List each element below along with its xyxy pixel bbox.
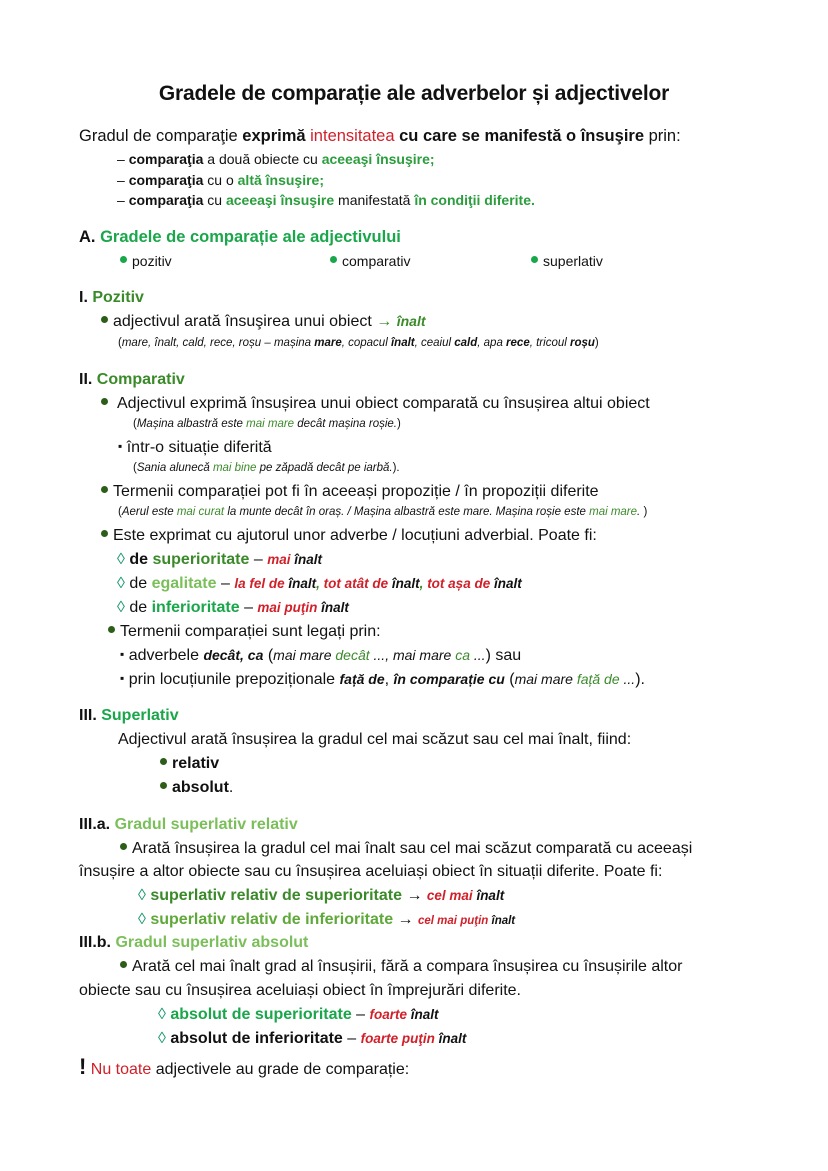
pozitiv-examples — [118, 337, 599, 349]
text: Aerul este — [121, 506, 177, 518]
paren: ( — [118, 506, 122, 518]
type-name: absolut de inferioritate — [170, 1030, 343, 1047]
text: ). — [635, 671, 645, 688]
square-bullet-icon: ▪ — [120, 671, 125, 685]
bold: decât, ca — [203, 647, 264, 663]
text: Termenii comparației pot fi în aceeași propoziție / în propoziții diferite — [113, 483, 599, 500]
comma: , — [419, 576, 428, 591]
example-red: mai puţin — [257, 600, 322, 615]
text: Sania alunecă — [136, 462, 213, 474]
section-prefix: III.b. — [79, 934, 116, 951]
example-black: înalt — [493, 576, 522, 591]
pozitiv-heading — [79, 289, 144, 307]
term: comparaţia — [128, 192, 204, 208]
intro-bold: cu care se manifestă o însuşire — [394, 127, 644, 145]
text: , copacul — [341, 337, 391, 349]
diamond-icon: ◊ — [158, 1030, 166, 1047]
dash: – — [117, 172, 129, 188]
absolut-type — [158, 1006, 439, 1024]
comparativ-example — [118, 506, 647, 518]
bullet-icon — [101, 486, 108, 493]
example-black: înalt — [476, 888, 505, 903]
bullet-icon — [120, 256, 127, 263]
section-prefix: III. — [79, 707, 102, 724]
superlativ-heading — [79, 707, 179, 725]
text: cu — [203, 192, 226, 208]
superlativ-kind — [160, 755, 219, 773]
text: mare, înalt, cald, rece, roșu – mașina — [121, 337, 315, 349]
section-title: Comparativ — [96, 371, 185, 388]
example-black: înalt — [288, 576, 317, 591]
highlight: mai bine — [212, 462, 257, 474]
text: Mașina albastră este — [136, 418, 247, 430]
example-black: înalt — [410, 1007, 439, 1022]
highlight: mai mare — [589, 506, 638, 518]
section-prefix: II. — [79, 371, 97, 388]
text: mai mare — [514, 671, 577, 687]
example-black: înalt — [491, 915, 516, 927]
type-name: egalitate — [151, 575, 217, 592]
paren: ) — [594, 337, 599, 349]
example-black: înalt — [391, 576, 420, 591]
bullet-icon — [101, 316, 108, 323]
example-word: înalt — [396, 313, 426, 329]
text: de — [129, 575, 152, 592]
absolut-type — [158, 1030, 466, 1048]
dash: – — [117, 192, 129, 208]
bullet-icon — [160, 758, 167, 765]
type-name: superlativ relativ de inferioritate — [150, 911, 394, 928]
type-name: superlativ relativ de superioritate — [150, 887, 403, 904]
dash: – — [351, 1006, 370, 1023]
comparativ-type-egalitate — [117, 575, 522, 593]
example-red: la fel de — [234, 576, 289, 591]
paren: ( — [133, 418, 137, 430]
text: Este exprimat cu ajutorul unor adverbe / locuțiuni adverbial. Poate fi: — [113, 527, 597, 544]
highlight: mai curat — [176, 506, 225, 518]
example-red: mai — [267, 552, 295, 567]
dash: – — [342, 1030, 361, 1047]
section-prefix: III.a. — [79, 816, 115, 833]
text: . — [637, 506, 644, 518]
text: adverbele — [128, 647, 204, 664]
arrow-icon: → — [402, 887, 427, 904]
term: comparaţia — [128, 151, 204, 167]
relativ-heading — [79, 816, 298, 834]
text: , — [384, 671, 394, 688]
intro-highlight: intensitatea — [310, 127, 395, 145]
comparativ-example — [133, 462, 400, 474]
section-title: Pozitiv — [92, 289, 144, 306]
section-title: Gradele de comparație ale adjectivului — [100, 228, 401, 246]
type-name: absolut de superioritate — [170, 1006, 352, 1023]
arrow-icon: → — [376, 313, 397, 330]
comparativ-type-superioritate — [117, 551, 322, 569]
text: adjectivul arată însuşirea unui obiect — [113, 313, 377, 330]
superlativ-line: Adjectivul arată însușirea la gradul cel mai scăzut sau cel mai înalt, fiind: — [118, 731, 632, 748]
highlight: mai mare — [246, 418, 295, 430]
page-title: Gradele de comparație ale adverbelor și adjectivelor — [158, 82, 670, 105]
example-red: tot așa de — [427, 576, 494, 591]
section-prefix: I. — [79, 289, 93, 306]
degree-label: comparativ — [342, 253, 411, 269]
period: . — [228, 779, 234, 796]
type-name: inferioritate — [151, 599, 240, 616]
superlativ-kind — [160, 779, 233, 797]
text: ... — [470, 647, 486, 663]
diamond-icon: ◊ — [117, 575, 125, 592]
example-red: foarte — [369, 1007, 411, 1022]
absolut-heading — [79, 934, 308, 952]
paren: ( — [118, 337, 122, 349]
paren: ( — [504, 671, 515, 688]
section-title: Superlativ — [101, 707, 179, 724]
text: Arată însușirea la gradul cel mai înalt sau cel mai scăzut comparată cu aceeași — [132, 840, 693, 857]
paren: ( — [133, 462, 137, 474]
note-highlight: Nu toate — [86, 1061, 152, 1078]
diamond-icon: ◊ — [138, 911, 146, 928]
text: într-o situație diferită — [126, 439, 272, 456]
comparativ-link-adverbs — [120, 647, 521, 665]
absolut-line — [120, 958, 682, 976]
bullet-icon — [108, 626, 115, 633]
note-line — [79, 1054, 409, 1080]
paren: ). — [392, 462, 400, 474]
relativ-type — [138, 887, 504, 905]
comparativ-bullet — [101, 527, 597, 545]
text: , apa — [477, 337, 507, 349]
text: ) sau — [485, 647, 522, 664]
note-text: adjectivele au grade de comparație: — [151, 1061, 410, 1078]
kind-label: absolut — [172, 779, 229, 796]
degree-label: pozitiv — [132, 253, 172, 269]
text: manifestată — [334, 192, 415, 208]
dash: – — [216, 575, 235, 592]
kind-label: relativ — [172, 755, 220, 772]
paren: ) — [397, 418, 401, 430]
text: prin locuțiunile prepoziționale — [128, 671, 340, 688]
highlight: în condiţii diferite. — [414, 192, 535, 208]
bullet-icon — [101, 530, 108, 537]
bullet-icon — [330, 256, 337, 263]
text: decât mașina roșie. — [294, 418, 398, 430]
bullet-icon — [101, 398, 108, 405]
degree-label: superlativ — [543, 253, 603, 269]
example-red: cel mai — [426, 888, 477, 903]
intro-bold: exprimă — [242, 127, 311, 145]
example-black: înalt — [438, 1031, 467, 1046]
relativ-line: însușire a altor obiecte sau cu însușirea aceluiași obiect în situații diferite. Poate fi: — [79, 863, 663, 880]
relativ-type — [138, 911, 515, 929]
highlight: decât — [335, 647, 370, 663]
bullet-icon — [160, 782, 167, 789]
text: pe zăpadă decât pe iarbă. — [256, 462, 393, 474]
comparativ-bullet — [108, 623, 381, 641]
dash: – — [117, 151, 129, 167]
section-a-heading — [79, 228, 401, 247]
degree-item — [330, 253, 410, 269]
absolut-line: obiecte sau cu însușirea aceluiași obiect în împrejurări diferite. — [79, 982, 521, 999]
dash: – — [239, 599, 258, 616]
intro-text: Gradul de comparaţie — [79, 127, 243, 145]
comparativ-example — [133, 418, 401, 430]
text: ... — [619, 671, 636, 687]
text: de — [129, 599, 152, 616]
section-prefix: A. — [79, 228, 101, 246]
bold: înalt — [390, 337, 415, 349]
bold: cald — [454, 337, 478, 349]
text: cu o — [203, 172, 238, 188]
text: ..., mai mare — [369, 647, 456, 663]
pozitiv-line — [101, 313, 426, 331]
type-name: superioritate — [152, 551, 250, 568]
example-red: foarte puţin — [360, 1031, 439, 1046]
intro-item — [117, 192, 535, 208]
diamond-icon: ◊ — [117, 551, 125, 568]
degree-item — [120, 253, 172, 269]
arrow-icon: → — [393, 911, 418, 928]
text: de — [129, 551, 153, 568]
comparativ-bullet — [101, 395, 650, 413]
bullet-icon — [120, 843, 127, 850]
diamond-icon: ◊ — [138, 887, 146, 904]
text: , ceaiul — [414, 337, 455, 349]
text: Termenii comparației sunt legați prin: — [120, 623, 381, 640]
example-black: înalt — [294, 552, 322, 567]
bold: roșu — [569, 337, 595, 349]
bullet-icon — [120, 961, 127, 968]
comparativ-type-inferioritate — [117, 599, 349, 617]
highlight: față de — [576, 671, 620, 687]
diamond-icon: ◊ — [117, 599, 125, 616]
square-bullet-icon: ▪ — [120, 647, 125, 661]
text: mai mare — [273, 647, 336, 663]
exclamation-icon: ! — [79, 1054, 87, 1079]
degree-item — [531, 253, 603, 269]
bold: mare — [314, 337, 342, 349]
dash: – — [249, 551, 268, 568]
highlight: aceeaşi însuşire — [225, 192, 335, 208]
highlight: ca — [455, 647, 471, 663]
bullet-icon — [531, 256, 538, 263]
paren: ( — [263, 647, 274, 664]
highlight: altă însuşire; — [237, 172, 325, 188]
bold: rece — [506, 337, 530, 349]
intro-item — [117, 172, 324, 188]
comparativ-bullet — [101, 483, 599, 501]
text: , tricoul — [529, 337, 570, 349]
term: comparaţia — [128, 172, 204, 188]
bold: față de — [339, 671, 385, 687]
intro-line — [79, 127, 681, 146]
intro-item — [117, 151, 435, 167]
comparativ-heading — [79, 371, 185, 389]
paren: ) — [643, 506, 648, 518]
example-black: înalt — [321, 600, 349, 615]
text: Adjectivul exprimă însușirea unui obiect comparată cu însușirea altui obiect — [117, 395, 650, 412]
square-bullet-icon: ▪ — [118, 439, 123, 453]
section-title: Gradul superlativ relativ — [114, 816, 298, 833]
comparativ-subbullet — [118, 439, 272, 457]
highlight: aceeaşi însuşire; — [321, 151, 435, 167]
example-red: tot atât de — [323, 576, 392, 591]
intro-text: prin: — [644, 127, 681, 145]
diamond-icon: ◊ — [158, 1006, 166, 1023]
comparativ-link-locutions — [120, 671, 645, 689]
relativ-line — [120, 840, 692, 858]
text: Arată cel mai înalt grad al însușirii, fără a compara însușirea cu însușirile altor — [132, 958, 683, 975]
example-red: cel mai puţin — [418, 915, 492, 927]
section-title: Gradul superlativ absolut — [115, 934, 309, 951]
bold: în comparație cu — [393, 671, 505, 687]
text: la munte decât în oraș. / Mașina albastră este mare. Mașina roșie este — [224, 506, 590, 518]
comma: , — [316, 576, 324, 591]
text: a două obiecte cu — [203, 151, 322, 167]
